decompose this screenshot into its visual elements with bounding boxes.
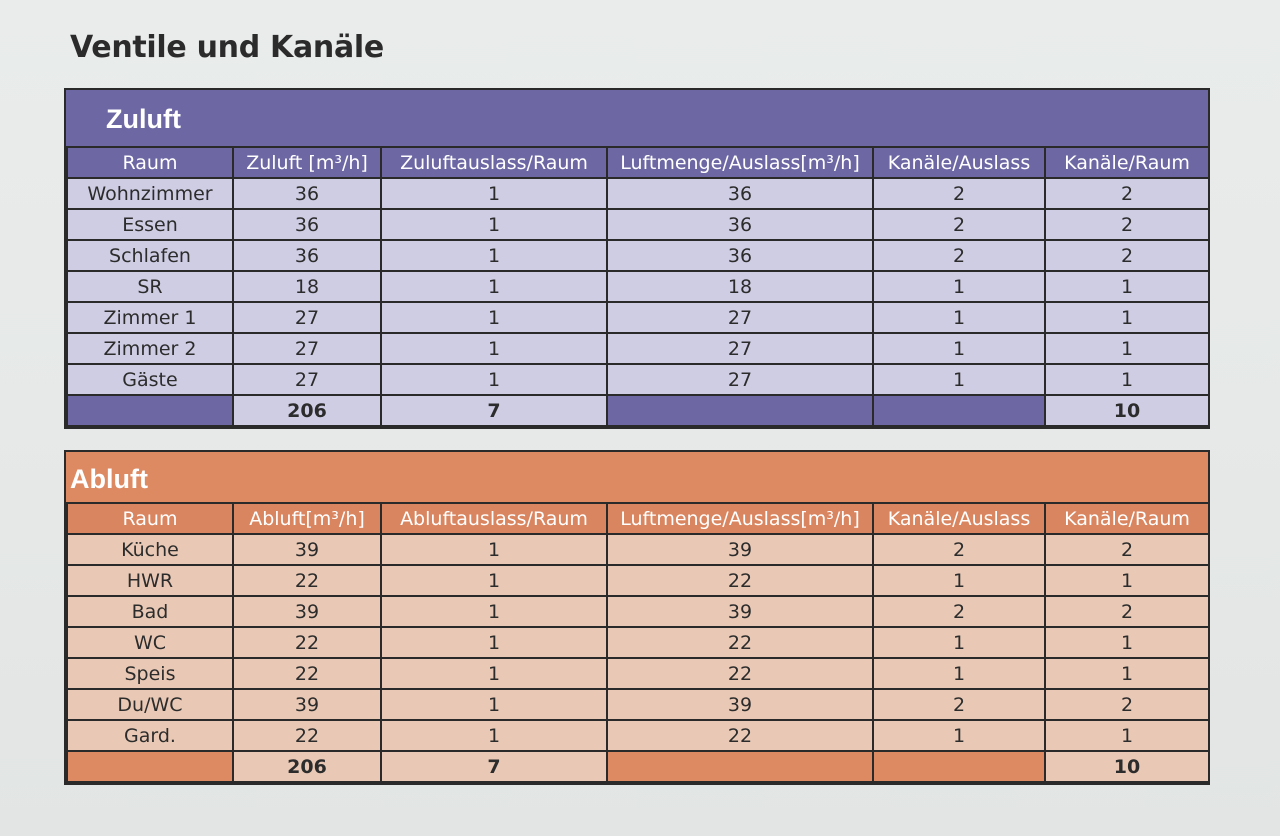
- total-cell: 7: [381, 751, 607, 782]
- empty-total-cell: [67, 751, 233, 782]
- empty-total-cell: [67, 395, 233, 426]
- empty-total-cell: [607, 395, 873, 426]
- table-cell: 36: [233, 209, 381, 240]
- table-cell: Du/WC: [67, 689, 233, 720]
- table-cell: 39: [233, 596, 381, 627]
- table-cell: 1: [1045, 333, 1209, 364]
- table-row: [67, 565, 1209, 596]
- table-cell: WC: [67, 627, 233, 658]
- zuluft-body: [67, 178, 1209, 426]
- empty-total-cell: [873, 395, 1045, 426]
- table-row: [67, 271, 1209, 302]
- table-cell: Wohnzimmer: [67, 178, 233, 209]
- table-cell: 27: [607, 364, 873, 395]
- total-cell: 206: [233, 395, 381, 426]
- zuluft-column-header: Kanäle/Auslass: [873, 147, 1045, 178]
- empty-total-cell: [607, 751, 873, 782]
- table-cell: 2: [1045, 534, 1209, 565]
- table-row: [67, 689, 1209, 720]
- table-cell: 27: [233, 333, 381, 364]
- table-row: [67, 240, 1209, 271]
- table-cell: 1: [873, 302, 1045, 333]
- table-cell: Zimmer 1: [67, 302, 233, 333]
- table-cell: 1: [381, 596, 607, 627]
- table-cell: 39: [607, 689, 873, 720]
- table-cell: 1: [381, 333, 607, 364]
- table-cell: 2: [1045, 240, 1209, 271]
- page-title: Ventile und Kanäle: [70, 30, 384, 65]
- table-cell: 1: [381, 534, 607, 565]
- zuluft-column-header: Kanäle/Raum: [1045, 147, 1209, 178]
- table-cell: Zimmer 2: [67, 333, 233, 364]
- table-cell: 22: [233, 658, 381, 689]
- abluft-body: [67, 534, 1209, 782]
- table-cell: Speis: [67, 658, 233, 689]
- zuluft-grid: [66, 146, 1210, 427]
- table-cell: 1: [381, 720, 607, 751]
- table-cell: 39: [233, 534, 381, 565]
- table-cell: 2: [873, 596, 1045, 627]
- table-cell: 2: [873, 178, 1045, 209]
- table-cell: 1: [381, 689, 607, 720]
- table-cell: 22: [233, 720, 381, 751]
- table-cell: 18: [607, 271, 873, 302]
- table-cell: 1: [873, 333, 1045, 364]
- table-cell: 1: [1045, 565, 1209, 596]
- table-cell: 1: [381, 302, 607, 333]
- table-cell: 1: [381, 178, 607, 209]
- table-cell: 2: [873, 689, 1045, 720]
- table-row: [67, 534, 1209, 565]
- table-cell: 1: [381, 565, 607, 596]
- table-cell: 1: [873, 271, 1045, 302]
- table-cell: 36: [607, 240, 873, 271]
- table-cell: 1: [873, 364, 1045, 395]
- table-row: [67, 364, 1209, 395]
- total-cell: 7: [381, 395, 607, 426]
- table-row: [67, 209, 1209, 240]
- table-cell: 2: [873, 534, 1045, 565]
- table-row: [67, 720, 1209, 751]
- zuluft-table-title: Zuluft: [66, 90, 1208, 146]
- table-cell: 1: [381, 364, 607, 395]
- table-cell: 39: [233, 689, 381, 720]
- table-cell: 22: [607, 565, 873, 596]
- table-cell: 1: [381, 240, 607, 271]
- abluft-column-header: Kanäle/Auslass: [873, 503, 1045, 534]
- table-cell: Gäste: [67, 364, 233, 395]
- table-cell: 1: [1045, 271, 1209, 302]
- abluft-column-header: Luftmenge/Auslass[m³/h]: [607, 503, 873, 534]
- table-cell: 39: [607, 596, 873, 627]
- table-cell: 1: [1045, 364, 1209, 395]
- table-cell: 27: [607, 302, 873, 333]
- zuluft-table: [64, 88, 1210, 429]
- table-cell: 22: [607, 658, 873, 689]
- abluft-column-header: Abluftauslass/Raum: [381, 503, 607, 534]
- table-cell: 2: [873, 240, 1045, 271]
- zuluft-header-row: [67, 147, 1209, 178]
- table-cell: 1: [873, 658, 1045, 689]
- total-cell: 206: [233, 751, 381, 782]
- table-cell: 1: [873, 627, 1045, 658]
- table-cell: 1: [1045, 658, 1209, 689]
- table-row: [67, 596, 1209, 627]
- table-cell: 36: [607, 209, 873, 240]
- total-cell: 10: [1045, 395, 1209, 426]
- table-cell: 27: [607, 333, 873, 364]
- table-cell: 36: [607, 178, 873, 209]
- totals-row: [67, 395, 1209, 426]
- table-cell: 1: [1045, 627, 1209, 658]
- zuluft-column-header: Zuluft [m³/h]: [233, 147, 381, 178]
- abluft-column-header: Kanäle/Raum: [1045, 503, 1209, 534]
- table-cell: 22: [607, 720, 873, 751]
- table-cell: 22: [233, 565, 381, 596]
- abluft-column-header: Raum: [67, 503, 233, 534]
- table-cell: HWR: [67, 565, 233, 596]
- abluft-header-row: [67, 503, 1209, 534]
- abluft-table-title: Abluft: [66, 452, 1208, 502]
- table-cell: 18: [233, 271, 381, 302]
- table-cell: 2: [873, 209, 1045, 240]
- table-cell: 1: [1045, 720, 1209, 751]
- table-cell: Essen: [67, 209, 233, 240]
- table-cell: 2: [1045, 178, 1209, 209]
- table-cell: 1: [873, 565, 1045, 596]
- zuluft-column-header: Luftmenge/Auslass[m³/h]: [607, 147, 873, 178]
- table-cell: 22: [233, 627, 381, 658]
- table-cell: Bad: [67, 596, 233, 627]
- zuluft-column-header: Raum: [67, 147, 233, 178]
- table-cell: 1: [873, 720, 1045, 751]
- table-row: [67, 302, 1209, 333]
- abluft-column-header: Abluft[m³/h]: [233, 503, 381, 534]
- table-cell: 1: [1045, 302, 1209, 333]
- table-cell: 1: [381, 271, 607, 302]
- table-cell: 2: [1045, 209, 1209, 240]
- table-cell: 27: [233, 302, 381, 333]
- abluft-grid: [66, 502, 1210, 783]
- table-cell: 1: [381, 658, 607, 689]
- totals-row: [67, 751, 1209, 782]
- table-row: [67, 627, 1209, 658]
- empty-total-cell: [873, 751, 1045, 782]
- table-cell: 2: [1045, 689, 1209, 720]
- table-row: [67, 178, 1209, 209]
- table-cell: Küche: [67, 534, 233, 565]
- table-cell: 1: [381, 209, 607, 240]
- table-row: [67, 658, 1209, 689]
- table-cell: 39: [607, 534, 873, 565]
- table-cell: Gard.: [67, 720, 233, 751]
- table-cell: 1: [381, 627, 607, 658]
- table-cell: SR: [67, 271, 233, 302]
- table-cell: 27: [233, 364, 381, 395]
- table-cell: 36: [233, 178, 381, 209]
- table-cell: 2: [1045, 596, 1209, 627]
- table-cell: Schlafen: [67, 240, 233, 271]
- abluft-table: [64, 450, 1210, 785]
- zuluft-column-header: Zuluftauslass/Raum: [381, 147, 607, 178]
- total-cell: 10: [1045, 751, 1209, 782]
- table-row: [67, 333, 1209, 364]
- table-cell: 36: [233, 240, 381, 271]
- table-cell: 22: [607, 627, 873, 658]
